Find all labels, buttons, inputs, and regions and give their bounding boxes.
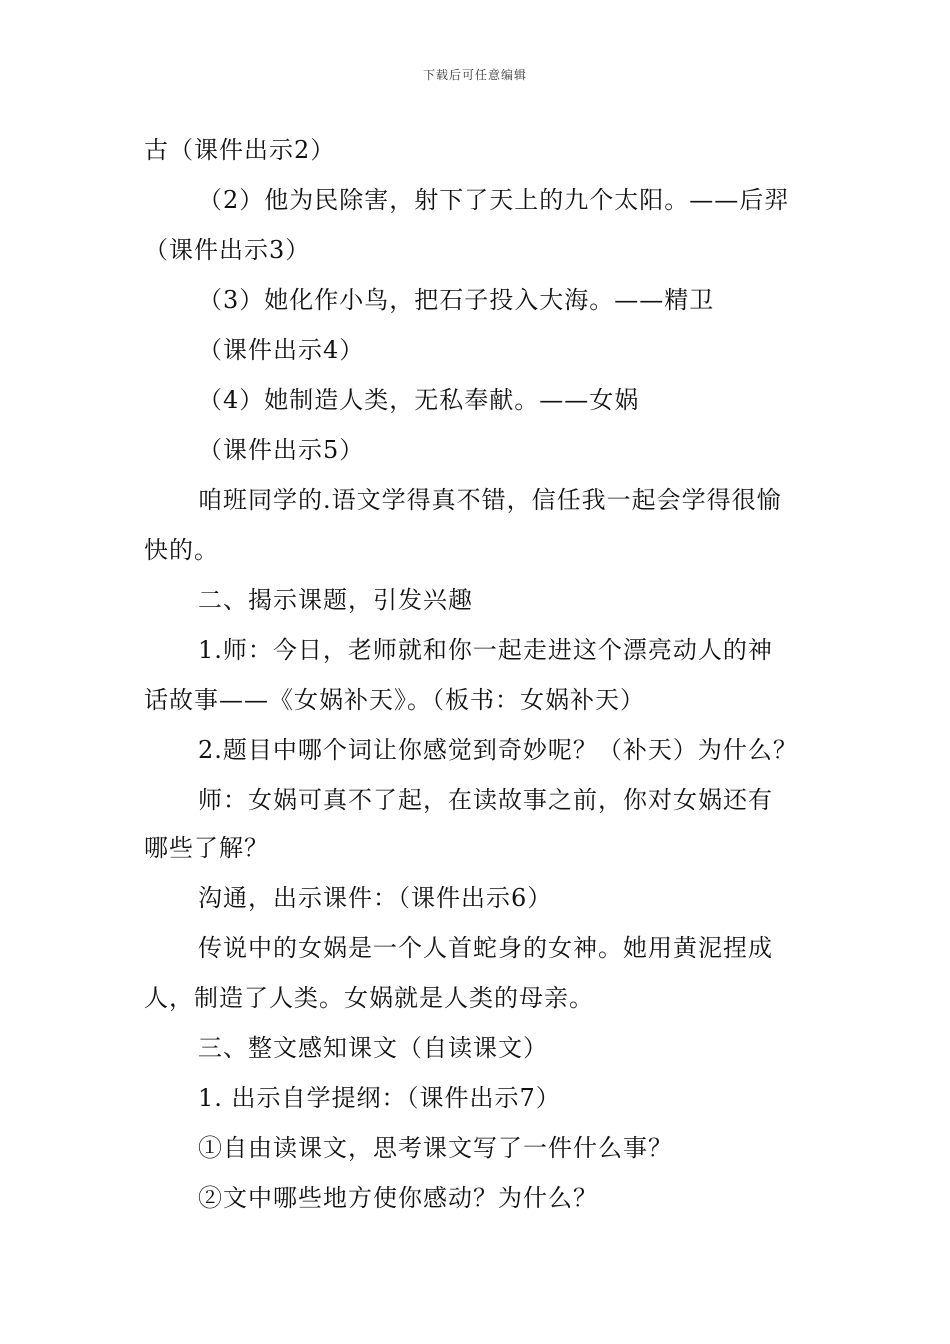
text-line: 咱班同学的.语文学得真不错，信任我一起会学得很愉 bbox=[198, 486, 782, 514]
text-line: 2.题目中哪个词让你感觉到奇妙呢？（补天）为什么？ bbox=[198, 736, 798, 764]
text-line: （课件出示4） bbox=[198, 336, 365, 364]
text-line: （课件出示3） bbox=[144, 236, 311, 264]
text-line: 传说中的女娲是一个人首蛇身的女神。她用黄泥捏成 bbox=[198, 934, 773, 962]
text-line: 快的。 bbox=[144, 536, 219, 564]
text-line: 1. 出示自学提纲：（课件出示7） bbox=[198, 1084, 561, 1112]
text-line: （2）他为民除害，射下了天上的九个太阳。——后羿 bbox=[198, 186, 790, 214]
text-line: （课件出示5） bbox=[198, 436, 365, 464]
text-line: 古（课件出示2） bbox=[144, 136, 336, 164]
text-line: 1.师：今日，老师就和你一起走进这个漂亮动人的神 bbox=[198, 636, 773, 664]
text-line: 沟通，出示课件：（课件出示6） bbox=[198, 884, 553, 912]
section-heading: 二、揭示课题，引发兴趣 bbox=[198, 586, 473, 614]
text-line: 人，制造了人类。女娲就是人类的母亲。 bbox=[144, 984, 594, 1012]
text-line: ①自由读课文，思考课文写了一件什么事？ bbox=[198, 1134, 673, 1162]
text-line: （4）她制造人类，无私奉献。——女娲 bbox=[198, 386, 640, 414]
text-line: 话故事——《女娲补天》。（板书：女娲补天） bbox=[144, 686, 645, 714]
text-line: ②文中哪些地方使你感动？为什么？ bbox=[198, 1184, 598, 1212]
page-header: 下载后可任意编辑 bbox=[422, 68, 527, 82]
section-heading: 三、整文感知课文（自读课文） bbox=[198, 1034, 548, 1062]
text-line: （3）她化作小鸟，把石子投入大海。——精卫 bbox=[198, 286, 715, 314]
text-line: 哪些了解？ bbox=[144, 834, 269, 862]
text-line: 师：女娲可真不了起，在读故事之前，你对女娲还有 bbox=[198, 786, 773, 814]
